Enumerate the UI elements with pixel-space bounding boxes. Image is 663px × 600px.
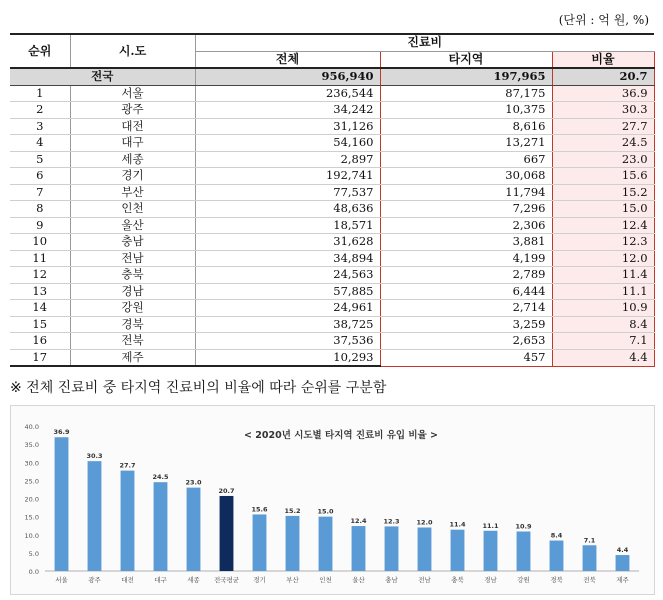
rank-cell: 5: [10, 151, 70, 168]
rank-cell: 10: [10, 234, 70, 251]
bar: [484, 531, 498, 571]
y-tick-label: 35.0: [24, 441, 39, 450]
bar: [517, 531, 531, 571]
total-cell: 31,126: [195, 118, 380, 135]
x-tick-label: 충남: [385, 576, 398, 584]
x-tick-label: 세종: [187, 576, 200, 584]
bar: [55, 437, 69, 571]
x-tick-label: 전북: [583, 576, 596, 584]
y-tick-label: 25.0: [24, 477, 39, 486]
table-row: [10, 300, 654, 317]
x-tick-label: 충북: [451, 576, 464, 584]
x-tick-label: 대전: [121, 576, 134, 584]
ratio-cell: 12.0: [552, 250, 654, 267]
region-cell: 강원: [70, 300, 195, 317]
other-cell: 8,616: [380, 118, 552, 135]
data-label: 23.0: [185, 478, 202, 487]
table-row: [10, 349, 654, 366]
rank-cell: 15: [10, 316, 70, 333]
data-label: 8.4: [550, 531, 563, 540]
other-cell: 10,375: [380, 102, 552, 119]
x-tick-label: 부산: [286, 576, 299, 584]
bar: [154, 482, 168, 571]
total-cell: 77,537: [195, 184, 380, 201]
bar: [418, 528, 432, 572]
footnote: ※ 전체 진료비 중 타지역 진료비의 비율에 따라 순위를 구분함: [10, 380, 387, 396]
table-row: [10, 201, 654, 218]
data-label: 36.9: [53, 428, 70, 437]
total-cell: 57,885: [195, 283, 380, 300]
ratio-cell: 23.0: [552, 151, 654, 168]
ratio-cell: 15.6: [552, 168, 654, 185]
rank-cell: 11: [10, 250, 70, 267]
other-cell: 2,789: [380, 267, 552, 284]
region-cell: 서울: [70, 85, 195, 102]
region-cell: 인천: [70, 201, 195, 218]
region-cell: 대전: [70, 118, 195, 135]
table-row: [10, 151, 654, 168]
ratio-cell: 10.9: [552, 300, 654, 317]
nation-ratio: 20.7: [552, 68, 654, 85]
x-tick-label: 인천: [319, 576, 332, 584]
bar: [616, 555, 630, 571]
y-tick-label: 5.0: [28, 549, 39, 558]
header-rank: 순위: [10, 34, 70, 68]
bar: [253, 514, 267, 571]
nation-other: 197,965: [380, 68, 552, 85]
data-label: 11.4: [449, 520, 466, 529]
data-label: 30.3: [86, 452, 103, 461]
data-label: 7.1: [583, 536, 596, 545]
region-cell: 충북: [70, 267, 195, 284]
y-tick-label: 15.0: [24, 513, 39, 522]
bar: [583, 545, 597, 571]
table-row: [10, 102, 654, 119]
bar: [385, 526, 399, 571]
ratio-cell: 4.4: [552, 349, 654, 366]
total-cell: 37,536: [195, 333, 380, 350]
bar: [352, 526, 366, 571]
other-cell: 667: [380, 151, 552, 168]
other-cell: 4,199: [380, 250, 552, 267]
other-cell: 7,296: [380, 201, 552, 218]
rank-cell: 1: [10, 85, 70, 102]
y-tick-label: 0.0: [28, 568, 39, 576]
table-row: [10, 168, 654, 185]
total-cell: 236,544: [195, 85, 380, 102]
bar: [451, 530, 465, 571]
other-cell: 30,068: [380, 168, 552, 185]
other-cell: 2,306: [380, 217, 552, 234]
table-row: [10, 283, 654, 300]
data-label: 15.0: [317, 507, 334, 516]
other-cell: 2,653: [380, 333, 552, 350]
y-tick-label: 30.0: [24, 459, 39, 468]
rank-cell: 7: [10, 184, 70, 201]
x-tick-label: 경북: [550, 576, 563, 584]
rank-cell: 2: [10, 102, 70, 119]
x-tick-label: 제주: [616, 576, 629, 584]
ratio-chart: [10, 405, 655, 595]
table-row: [10, 267, 654, 284]
total-cell: 2,897: [195, 151, 380, 168]
data-label: 12.4: [350, 517, 367, 526]
region-cell: 부산: [70, 184, 195, 201]
rank-cell: 3: [10, 118, 70, 135]
rank-cell: 4: [10, 135, 70, 152]
ratio-cell: 12.3: [552, 234, 654, 251]
nation-total: 956,940: [195, 68, 380, 85]
total-cell: 34,242: [195, 102, 380, 119]
total-cell: 34,894: [195, 250, 380, 267]
x-tick-label: 광주: [88, 576, 101, 584]
y-tick-label: 40.0: [24, 423, 39, 431]
rank-cell: 6: [10, 168, 70, 185]
total-cell: 31,628: [195, 234, 380, 251]
total-cell: 54,160: [195, 135, 380, 152]
ratio-cell: 7.1: [552, 333, 654, 350]
rank-cell: 14: [10, 300, 70, 317]
table-row: [10, 217, 654, 234]
table-row: [10, 250, 654, 267]
x-tick-label: 대구: [154, 576, 167, 584]
region-cell: 전북: [70, 333, 195, 350]
other-cell: 13,271: [380, 135, 552, 152]
rank-cell: 12: [10, 267, 70, 284]
region-cell: 전남: [70, 250, 195, 267]
bar: [220, 496, 234, 571]
other-cell: 3,881: [380, 234, 552, 251]
ratio-cell: 27.7: [552, 118, 654, 135]
header-ratio: 비율: [552, 51, 654, 68]
ratio-cell: 11.4: [552, 267, 654, 284]
cost-table: [10, 33, 655, 367]
bar: [187, 488, 201, 571]
region-cell: 경북: [70, 316, 195, 333]
nation-row: [10, 68, 654, 85]
rank-cell: 8: [10, 201, 70, 218]
data-label: 15.2: [284, 506, 301, 515]
other-cell: 2,714: [380, 300, 552, 317]
y-tick-label: 20.0: [24, 495, 39, 504]
ratio-cell: 36.9: [552, 85, 654, 102]
other-cell: 3,259: [380, 316, 552, 333]
table-row: [10, 85, 654, 102]
ratio-cell: 15.0: [552, 201, 654, 218]
total-cell: 192,741: [195, 168, 380, 185]
nation-label: 전국: [10, 68, 195, 85]
other-cell: 11,794: [380, 184, 552, 201]
data-label: 20.7: [218, 486, 235, 495]
bar: [319, 517, 333, 571]
table-row: [10, 316, 654, 333]
unit-note: (단위 : 억 원, %): [558, 13, 649, 27]
data-label: 4.4: [616, 546, 629, 555]
header-cost-group: 진료비: [195, 34, 654, 51]
other-cell: 457: [380, 349, 552, 366]
bar: [286, 516, 300, 571]
rank-cell: 17: [10, 349, 70, 366]
ratio-cell: 30.3: [552, 102, 654, 119]
total-cell: 10,293: [195, 349, 380, 366]
header-region: 시.도: [70, 34, 195, 68]
x-tick-label: 전남: [418, 576, 431, 584]
x-tick-label: 전국평균: [213, 576, 240, 584]
rank-cell: 16: [10, 333, 70, 350]
x-tick-label: 울산: [352, 576, 365, 584]
total-cell: 48,636: [195, 201, 380, 218]
x-tick-label: 강원: [517, 576, 530, 584]
bar: [88, 461, 102, 571]
total-cell: 38,725: [195, 316, 380, 333]
data-label: 10.9: [515, 522, 532, 531]
region-cell: 광주: [70, 102, 195, 119]
region-cell: 울산: [70, 217, 195, 234]
y-tick-label: 10.0: [24, 531, 39, 540]
data-label: 15.6: [251, 505, 268, 514]
table-row: [10, 234, 654, 251]
x-tick-label: 서울: [55, 576, 68, 584]
ratio-cell: 8.4: [552, 316, 654, 333]
ratio-cell: 15.2: [552, 184, 654, 201]
data-label: 27.7: [119, 461, 136, 470]
region-cell: 대구: [70, 135, 195, 152]
table-row: [10, 184, 654, 201]
data-label: 12.0: [416, 518, 433, 527]
table-row: [10, 118, 654, 135]
total-cell: 24,563: [195, 267, 380, 284]
table-row: [10, 333, 654, 350]
header-other: 타지역: [380, 51, 552, 68]
ratio-cell: 24.5: [552, 135, 654, 152]
table-row: [10, 135, 654, 152]
chart-svg: [11, 406, 654, 594]
bar: [550, 541, 564, 571]
total-cell: 24,961: [195, 300, 380, 317]
x-tick-label: 경남: [484, 576, 497, 584]
other-cell: 87,175: [380, 85, 552, 102]
other-cell: 6,444: [380, 283, 552, 300]
data-label: 24.5: [152, 473, 169, 482]
region-cell: 충남: [70, 234, 195, 251]
region-cell: 제주: [70, 349, 195, 366]
region-cell: 경기: [70, 168, 195, 185]
ratio-cell: 12.4: [552, 217, 654, 234]
total-cell: 18,571: [195, 217, 380, 234]
data-label: 12.3: [383, 517, 400, 526]
ratio-cell: 11.1: [552, 283, 654, 300]
data-label: 11.1: [482, 521, 499, 530]
header-total: 전체: [195, 51, 380, 68]
region-cell: 세종: [70, 151, 195, 168]
rank-cell: 13: [10, 283, 70, 300]
bar: [121, 471, 135, 571]
x-tick-label: 경기: [253, 576, 266, 584]
region-cell: 경남: [70, 283, 195, 300]
rank-cell: 9: [10, 217, 70, 234]
chart-title: < 2020년 시도별 타지역 진료비 유입 비율 >: [244, 430, 438, 441]
